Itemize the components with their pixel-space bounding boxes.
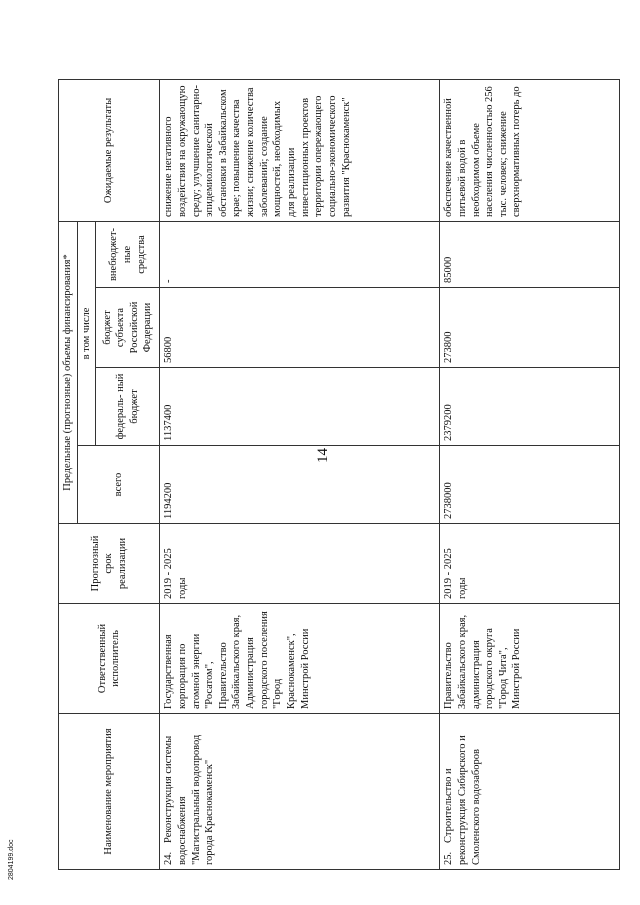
row-extra: - [160,221,440,287]
row-number: 25. [443,851,455,865]
header-regional: бюджет субъекта Российской Федерации [96,288,160,368]
row-total: 2738000 [440,446,620,524]
row-results: обеспечение качественной питьевой водой в необходимом объеме населения численностью 256 тыс. человек; снижение сверхнормативных потерь до [440,79,620,221]
row-name: Строительство и реконструкция Сибирского и Смоленского водозаборов [443,735,482,865]
row-regional: 273800 [440,288,620,368]
page-number: 14 [315,448,331,463]
header-funding-group: Предельные (прогнозные) объемы финансирования* [59,221,78,523]
header-name: Наименование мероприятия [59,714,160,870]
table-row [160,79,440,869]
footer-file-name: 2804199.doc [8,839,15,880]
row-number: 24. [163,851,175,865]
row-extra: 85000 [440,221,620,287]
row-executor: Государственная корпорация по атомной энергии "Росатом", Правительство Забайкальского края, Администрация городского поселения "Город Краснокаменск", Минстрой России [160,604,440,714]
header-federal: федераль- ный бюджет [96,368,160,446]
funding-table [58,79,620,870]
row-results: снижение негативного воздействия на окружающую среду; улучшение санитарно-эпидемиологической обстановки в Забайкальском крае; повышение качества жизни; снижение количества заболеваний; создание мощностей, необходимых для реализации инвестиционных проектов территории опережающего социально-экономического развития "Краснокаменск" [160,79,440,221]
row-total: 1194200 [160,446,440,524]
row-name-cell [160,714,440,870]
row-name: Реконструкция системы водоснабжения "Магистральный водопровод города Краснокаменск" [163,734,216,865]
row-federal: 1137400 [160,368,440,446]
table-row [440,79,620,869]
row-regional: 56800 [160,288,440,368]
row-executor: Правительство Забайкальского края, администрация городского округа "Город Чита", Минстрой России [440,604,620,714]
row-federal: 2379200 [440,368,620,446]
header-executor: Ответственный исполнитель [59,604,160,714]
header-results: Ожидаемые результаты [59,79,160,221]
row-term: 2019 - 2025 годы [440,524,620,604]
row-name-cell [440,714,620,870]
header-extra: внебюджет- ные средства [96,221,160,287]
row-term: 2019 - 2025 годы [160,524,440,604]
header-total: всего [77,446,160,524]
rotated-page-content [58,80,618,870]
header-in-that-number: в том числе [77,221,96,445]
header-term: Прогнозный срок реализации [59,524,160,604]
